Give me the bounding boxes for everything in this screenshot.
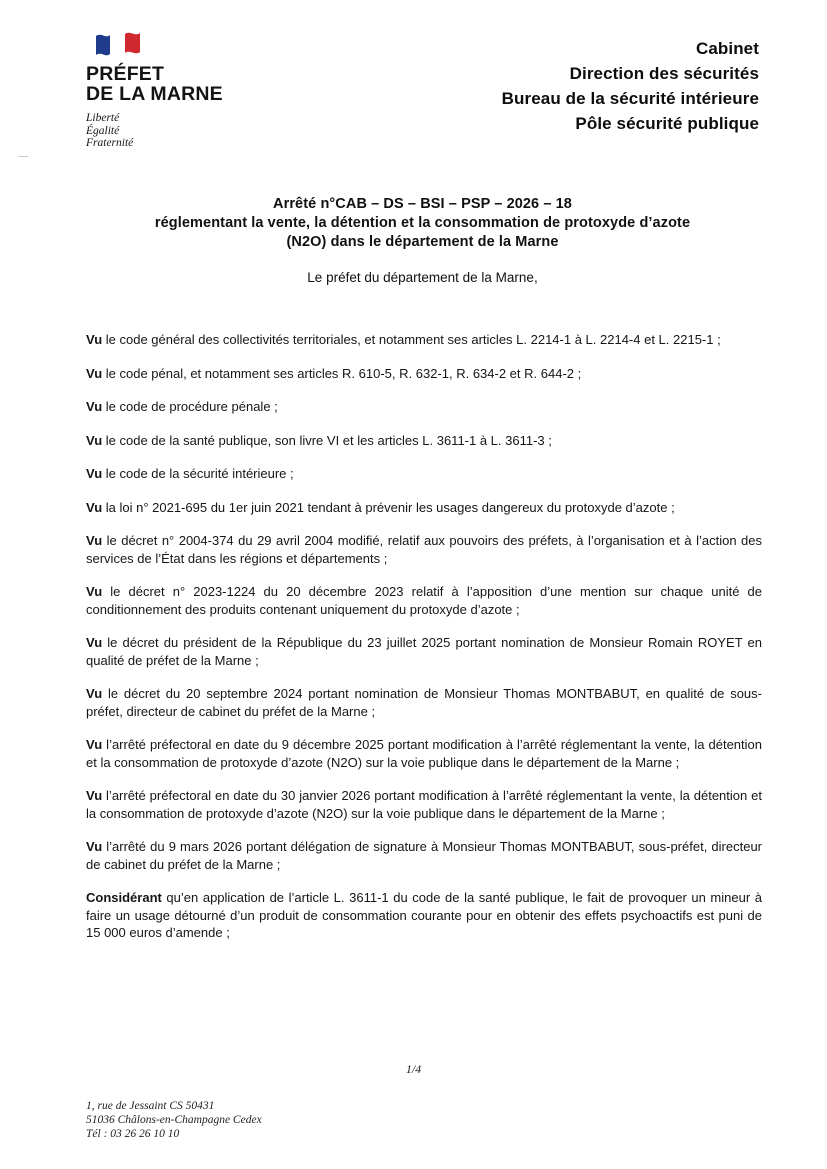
paragraph-text: l’arrêté du 9 mars 2026 portant délégation de signature à Monsieur Thomas MONTBABUT, sous-préfet, directeur de cabinet du préfet de la Marne ;: [86, 839, 762, 872]
address-line-2: 51036 Châlons-en-Champagne Cedex: [86, 1114, 262, 1126]
paragraph-lead: Vu: [86, 839, 103, 854]
paragraph-text: l’arrêté préfectoral en date du 9 décembre 2025 portant modification à l’arrêté réglementant la vente, la détention et la consommation de protoxyde d’azote (N2O) sur la voie publique dans le département de la Marne ;: [86, 737, 762, 770]
paragraph-text: le code de la sécurité intérieure ;: [102, 466, 294, 481]
paragraph-text: le code général des collectivités territoriales, et notamment ses articles L. 2214-1 à L. 2214-4 et L. 2215-1 ;: [102, 332, 721, 347]
motto-line-1: Liberté: [86, 112, 120, 124]
paragraph-text: la loi n° 2021-695 du 1er juin 2021 tendant à prévenir les usages dangereux du protoxyde d’azote ;: [102, 499, 675, 515]
issuing-line-3: Bureau de la sécurité intérieure: [501, 89, 759, 108]
issuing-line-2: Direction des sécurités: [569, 64, 759, 83]
motto-line-3: Fraternité: [86, 137, 134, 149]
paragraph-lead: Vu: [86, 635, 103, 650]
title-line-2: réglementant la vente, la détention et la consommation de protoxyde d’azote: [154, 215, 691, 231]
paragraph-text: le décret du président de la République du 23 juillet 2025 portant nomination de Monsieur Romain ROYET en qualité de préfet de la Marne ;: [86, 635, 762, 668]
paragraph: [86, 365, 762, 383]
paragraph-lead: Vu: [86, 737, 103, 752]
issuing-line-1: Cabinet: [695, 39, 759, 58]
title-line-3: (N2O) dans le département de la Marne: [286, 234, 559, 250]
paragraph: [86, 331, 762, 349]
document-body: [86, 318, 762, 958]
republic-motto: [86, 112, 316, 150]
paragraph-lead: Vu: [86, 365, 103, 381]
paragraph: [86, 787, 762, 822]
footer-address: [86, 1099, 262, 1141]
paragraph: [86, 432, 762, 450]
paragraph: [86, 465, 762, 483]
paragraph-lead: Vu: [86, 332, 103, 347]
address-line-1: 1, rue de Jessaint CS 50431: [86, 1100, 215, 1112]
french-flag-icon: [96, 32, 140, 58]
address-line-3: Tél : 03 26 26 10 10: [86, 1128, 180, 1140]
paragraph-lead: Vu: [86, 533, 103, 548]
prefet-line-2: DE LA MARNE: [86, 83, 223, 105]
paragraph: [86, 583, 762, 618]
prefet-line-1: PRÉFET: [86, 63, 165, 85]
page-number: 1/4: [405, 1062, 422, 1076]
paragraph-text: le décret n° 2023-1224 du 20 décembre 2023 relatif à l’apposition d’une mention sur chaque unité de conditionnement des produits contenant uniquement du protoxyde d’azote ;: [86, 584, 762, 617]
paragraph-lead: Vu: [86, 466, 103, 481]
document-title: [86, 195, 759, 252]
paragraph: [86, 499, 762, 517]
paragraph-lead: Vu: [86, 686, 103, 701]
paragraph-lead: Vu: [86, 499, 103, 515]
paragraph: [86, 532, 762, 567]
prefecture-logo-block: [86, 32, 316, 150]
paragraph-text: le décret n° 2004-374 du 29 avril 2004 modifié, relatif aux pouvoirs des préfets, à l’organisation et à l’action des services de l’État dans les régions et départements ;: [86, 533, 762, 566]
issuing-line-4: Pôle sécurité publique: [575, 114, 759, 133]
paragraph-text: l’arrêté préfectoral en date du 30 janvier 2026 portant modification à l’arrêté réglementant la vente, la détention et la consommation de protoxyde d’azote (N2O) sur la voie publique dans le département de la Marne ;: [86, 788, 762, 821]
paragraph-text: le code de procédure pénale ;: [102, 399, 278, 414]
document-subject: Le préfet du département de la Marne,: [307, 270, 538, 285]
prefecture-name: [86, 64, 316, 104]
paragraph-lead: Vu: [86, 584, 103, 599]
paragraph: [86, 634, 762, 669]
paragraph: [86, 889, 762, 942]
paragraph-lead: Vu: [86, 399, 103, 414]
paragraph-text: qu’en application de l’article L. 3611-1 du code de la santé publique, le fait de provoquer un mineur à faire un usage détourné d’un produit de consommation courante pour en obtenir des effets psychoactifs est puni de 15 000 euros d’amende ;: [86, 890, 762, 940]
issuing-department-block: [502, 36, 759, 136]
paragraph-text: le décret du 20 septembre 2024 portant nomination de Monsieur Thomas MONTBABUT, en qualité de sous-préfet, directeur de cabinet du préfet de la Marne ;: [86, 686, 762, 719]
paragraph-text: le code de la santé publique, son livre VI et les articles L. 3611-1 à L. 3611-3 ;: [102, 432, 552, 448]
paragraph-lead: Vu: [86, 788, 103, 803]
motto-line-2: Égalité: [86, 124, 120, 137]
paragraph-text: le code pénal, et notamment ses articles R. 610-5, R. 632-1, R. 634-2 et R. 644-2 ;: [102, 365, 582, 381]
paragraph: [86, 736, 762, 771]
paragraph: [86, 398, 762, 416]
document-header: [0, 28, 827, 158]
paragraph-lead: Vu: [86, 432, 103, 448]
paragraph-lead: Considérant: [86, 890, 162, 905]
title-line-1: Arrêté n°CAB – DS – BSI – PSP – 2026 – 18: [273, 196, 572, 212]
paragraph: [86, 838, 762, 873]
paragraph: [86, 685, 762, 720]
